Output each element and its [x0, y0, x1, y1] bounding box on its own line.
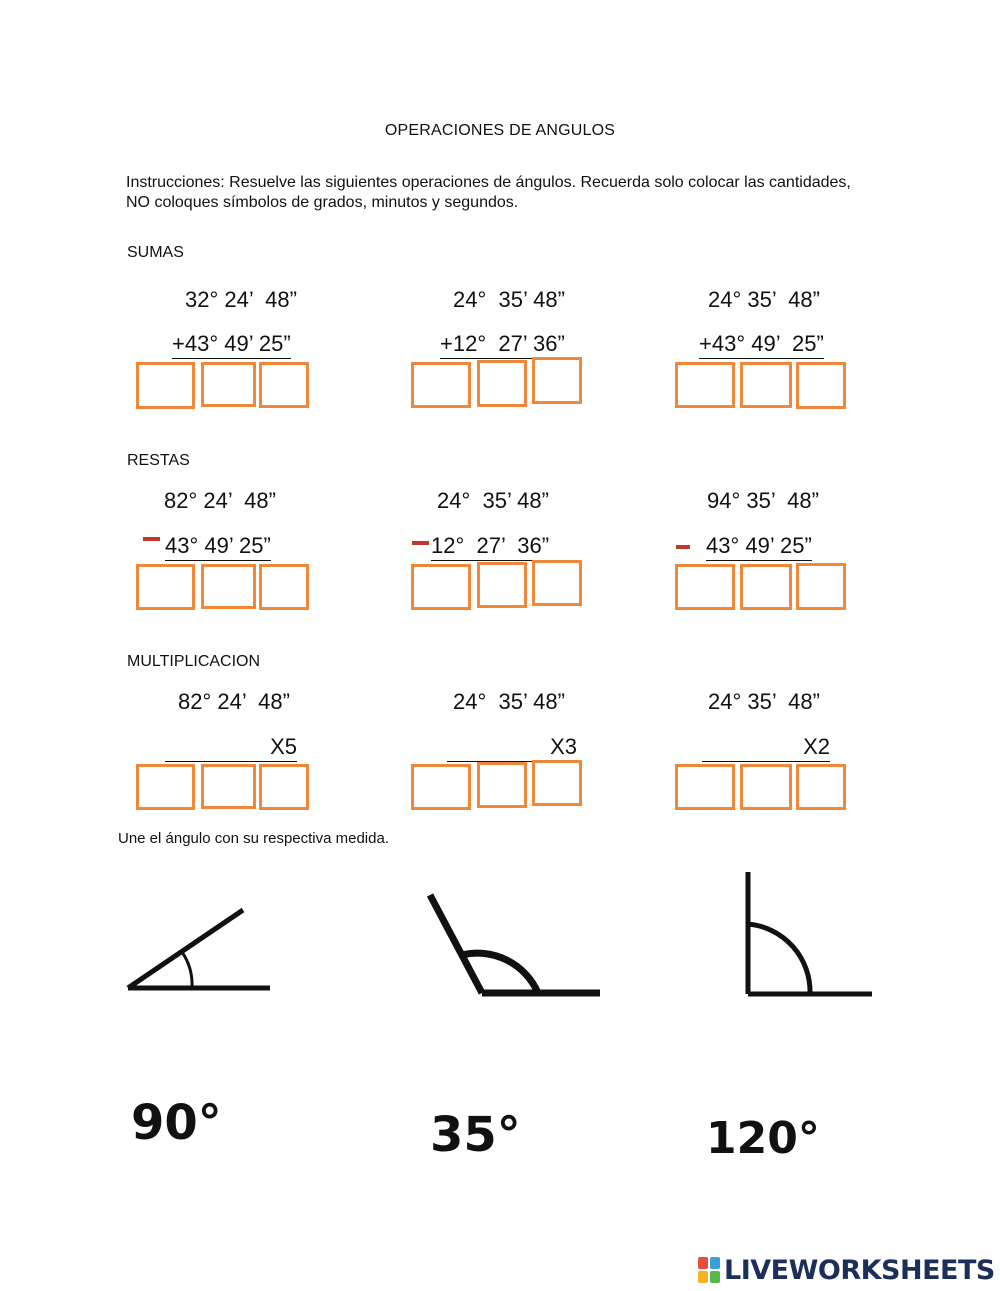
suma-1-bottom: +43° 49’ 25” — [172, 331, 291, 359]
answer-box-minutes[interactable] — [740, 764, 792, 810]
suma-2-top: 24° 35’ 48” — [453, 287, 565, 312]
answer-box-degrees[interactable] — [675, 362, 735, 408]
answer-box-degrees[interactable] — [136, 764, 195, 810]
suma-1-top: 32° 24’ 48” — [185, 287, 297, 312]
right-angle-figure[interactable] — [740, 868, 880, 1003]
answer-box-minutes[interactable] — [201, 362, 256, 407]
minus-sign — [676, 545, 690, 549]
answer-box-seconds[interactable] — [532, 357, 582, 404]
answer-box-minutes[interactable] — [201, 764, 256, 809]
measure-label[interactable]: 90° — [131, 1095, 222, 1151]
answer-box-degrees[interactable] — [675, 764, 735, 810]
page-title: OPERACIONES DE ANGULOS — [384, 122, 616, 139]
mult-2-top: 24° 35’ 48” — [453, 689, 565, 714]
mult-1-top: 82° 24’ 48” — [178, 689, 290, 714]
mult-3-bottom: X2 — [702, 734, 830, 762]
resta-2-bottom: 12° 27’ 36” — [431, 533, 549, 561]
mult-1-bottom: X5 — [165, 734, 297, 762]
instructions-text: Instrucciones: Resuelve las siguientes operaciones de ángulos. Recuerda solo colocar las cantidades, NO coloques símbolos de grados, minutos y segundos. — [126, 174, 851, 211]
answer-box-degrees[interactable] — [411, 362, 471, 408]
resta-1-bottom: 43° 49’ 25” — [165, 533, 271, 561]
section-multiplicacion-label: MULTIPLICACION — [127, 653, 261, 670]
answer-box-degrees[interactable] — [675, 564, 735, 610]
answer-box-degrees[interactable] — [411, 764, 471, 810]
answer-box-minutes[interactable] — [477, 762, 527, 808]
resta-2-top: 24° 35’ 48” — [437, 488, 549, 513]
answer-box-minutes[interactable] — [477, 360, 527, 407]
suma-2-bottom: +12° 27’ 36” — [440, 331, 565, 359]
acute-angle-figure[interactable] — [120, 900, 280, 1000]
measure-label[interactable]: 120° — [706, 1113, 820, 1164]
answer-box-seconds[interactable] — [259, 764, 309, 810]
section-sumas-label: SUMAS — [127, 244, 184, 261]
answer-box-minutes[interactable] — [201, 564, 256, 609]
logo-tiles-icon — [698, 1257, 720, 1283]
liveworksheets-logo — [698, 1255, 995, 1285]
mult-2-bottom: X3 — [447, 734, 577, 762]
suma-3-top: 24° 35’ 48” — [708, 287, 820, 312]
section-restas-label: RESTAS — [127, 452, 190, 469]
minus-sign — [412, 541, 429, 545]
obtuse-angle-figure[interactable] — [420, 885, 605, 1005]
answer-box-degrees[interactable] — [136, 362, 195, 409]
resta-3-top: 94° 35’ 48” — [707, 488, 819, 513]
resta-3-bottom: 43° 49’ 25” — [706, 533, 812, 561]
answer-box-minutes[interactable] — [740, 362, 792, 408]
answer-box-seconds[interactable] — [532, 760, 582, 806]
answer-box-seconds[interactable] — [796, 362, 846, 409]
answer-box-degrees[interactable] — [411, 564, 471, 610]
answer-box-seconds[interactable] — [796, 563, 846, 610]
logo-text: LIVEWORKSHEETS — [724, 1254, 995, 1286]
answer-box-seconds[interactable] — [796, 764, 846, 810]
resta-1-top: 82° 24’ 48” — [164, 488, 276, 513]
mult-3-top: 24° 35’ 48” — [708, 689, 820, 714]
minus-sign — [143, 537, 160, 541]
match-instruction: Une el ángulo con su respectiva medida. — [118, 830, 389, 847]
suma-3-bottom: +43° 49’ 25” — [699, 331, 824, 359]
answer-box-seconds[interactable] — [259, 362, 309, 408]
answer-box-minutes[interactable] — [740, 564, 792, 610]
answer-box-seconds[interactable] — [259, 564, 309, 610]
measure-label[interactable]: 35° — [430, 1107, 521, 1163]
answer-box-minutes[interactable] — [477, 562, 527, 608]
answer-box-seconds[interactable] — [532, 560, 582, 606]
answer-box-degrees[interactable] — [136, 564, 195, 610]
